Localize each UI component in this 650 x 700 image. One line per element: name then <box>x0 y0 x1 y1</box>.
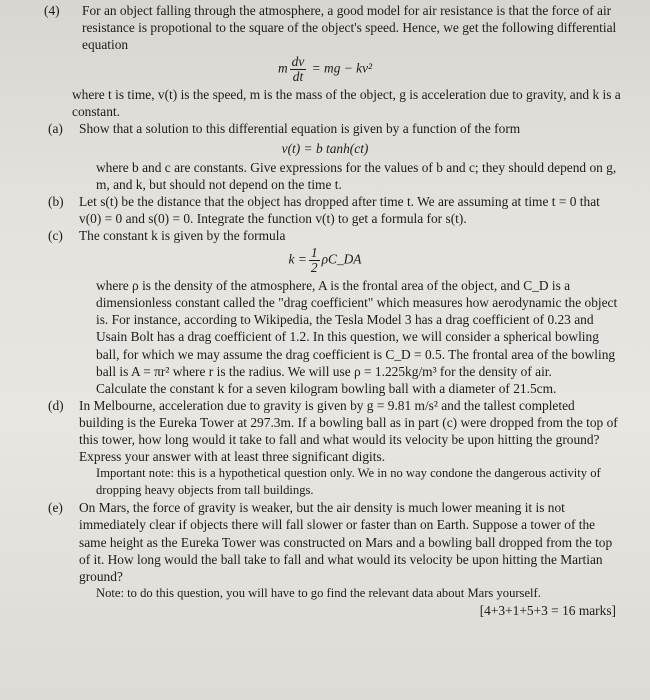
differential-equation <box>28 55 622 84</box>
part-a-after: where b and c are constants. Give expressions for the values of b and c; they should depend on g, m, and k, but should not depend on the time t. <box>96 159 617 192</box>
marks-total: [4+3+1+5+3 = 16 marks] <box>479 602 616 618</box>
part-c-eq-num: 1 <box>310 245 318 261</box>
part-c-after: where ρ is the density of the atmosphere, A is the frontal area of the object, and C_D is a dimensionless constant called the "drag coefficient" which measures how aerodynamic the object is. For instance, according to Wikipedia, the Tesla Model 3 has a drag coefficient of 0.23 and Usain Bolt has a drag coefficient of 1.2. In this question, we will consider a spherical bowling ball, for which we may assume the drag coefficient is C_D = 0.5. The frontal area of the bowling ball is A = πr² where r is the radius. We will use ρ = 1.225kg/m³ for the density of air. <box>96 278 618 379</box>
part-c-label: (c) <box>48 228 63 244</box>
part-b-text: Let s(t) be the distance that the object has dropped after time t. We are assuming at time t = 0 that v(0) = 0 and s(0) = 0. Integrate the function v(t) to get a formula for s(t). <box>79 193 600 226</box>
part-e-text: On Mars, the force of gravity is weaker, but the air density is much lower meaning it is not immediately clear if objects there will fall slower or faster than on Earth. Suppose a tower of the same height as the Eureka Tower was constructed on Mars and a bowling ball dropped from the top of it. How long would the ball take to fall and what would its velocity be upon hitting the Martian ground? <box>79 500 613 584</box>
part-c-eq-rhs: ρC_DA <box>321 251 362 267</box>
part-e-note: Note: to do this question, you will have to go find the relevant data about Mars yourself. <box>96 585 541 600</box>
part-c-text: The constant k is given by the formula <box>79 228 286 244</box>
part-a <box>28 120 622 137</box>
part-c-equation <box>28 246 622 275</box>
where-text: where t is time, v(t) is the speed, m is the mass of the object, g is acceleration due to gravity, and k is a constant. <box>72 87 621 120</box>
part-a-equation: v(t) = b tanh(ct) <box>281 140 369 156</box>
question-number: (4) <box>44 3 60 18</box>
part-c-final: Calculate the constant k for a seven kilogram bowling ball with a diameter of 21.5cm. <box>96 380 557 396</box>
part-e-label: (e) <box>48 500 63 516</box>
part-d <box>28 397 622 465</box>
part-b-label: (b) <box>48 193 64 209</box>
question-intro: For an object falling through the atmosphere, a good model for air resistance is that the force of air resistance is propotional to the square of the object's speed. Hence, we get the following differential equation <box>82 3 617 53</box>
eq-denominator: dt <box>292 69 304 85</box>
part-c-eq-lhs: k = <box>288 251 307 267</box>
part-d-note: Important note: this is a hypothetical question only. We in no way condone the dangerous activity of dropping heavy objects from tall buildings. <box>96 466 601 498</box>
eq-fraction <box>290 55 307 84</box>
question-header <box>28 2 622 53</box>
part-c-eq-den: 2 <box>310 260 318 276</box>
eq-lhs: m <box>277 60 288 76</box>
part-b <box>28 193 622 227</box>
eq-rhs: = mg − kv² <box>311 60 373 76</box>
part-a-label: (a) <box>48 121 63 137</box>
part-e <box>28 499 622 584</box>
part-c-eq-fraction <box>309 246 320 275</box>
part-d-label: (d) <box>48 397 64 413</box>
part-a-text: Show that a solution to this differential equation is given by a function of the form <box>79 121 521 137</box>
part-c <box>28 227 622 244</box>
part-d-text: In Melbourne, acceleration due to gravity is given by g = 9.81 m/s² and the tallest completed building is the Eureka Tower at 297.3m. If a bowling ball as in part (c) were dropped from the top of this tower, how long would it take to fall and what would its velocity be upon hitting the ground? Express your answer with at least three significant digits. <box>79 397 618 465</box>
eq-numerator: dv <box>291 54 305 70</box>
